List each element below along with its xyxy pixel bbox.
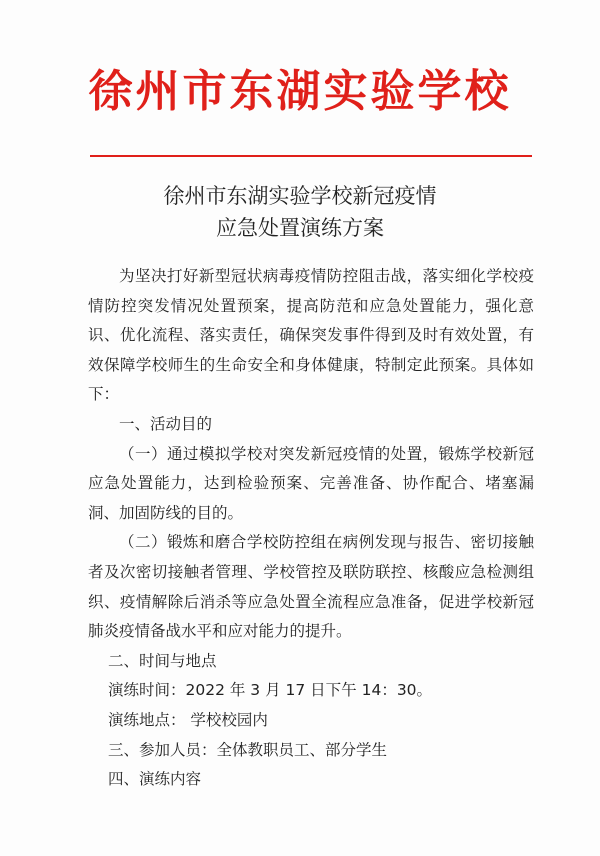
section1-item2: （二）锻炼和磨合学校防控组在病例发现与报告、密切接触者及次密切接触者管理、学校管控及联防联控、核酸应急检测组织、疫情解除后消杀等应急处置全流程应急准备，促进学校新冠肺炎疫情备战水平和应对能力的提升。 bbox=[88, 533, 534, 641]
school-name-header: 徐州市东湖实验学校 bbox=[88, 66, 512, 117]
section1-item1: （一）通过模拟学校对突发新冠疫情的处置，锻炼学校新冠应急处置能力，达到检验预案、完善准备、协作配合、堵塞漏洞、加固防线的目的。 bbox=[88, 444, 534, 522]
intro-paragraph: 为坚决打好新型冠状病毒疫情防控阻击战，落实细化学校疫情防控突发情况处置预案，提高防范和应急处置能力，强化意识、优化流程、落实责任，确保突发事件得到及时有效处置，有效保障学校师生的生命安全和身体健康，特制定此预案。具体如下： bbox=[88, 267, 534, 404]
section4-heading: 四、演练内容 bbox=[108, 770, 202, 789]
document-title-line1: 徐州市东湖实验学校新冠疫情 bbox=[163, 184, 437, 208]
drill-time: 演练时间：2022 年 3 月 17 日下午 14：30。 bbox=[108, 681, 433, 700]
document-title-line2: 应急处置演练方案 bbox=[216, 216, 384, 240]
header-divider bbox=[90, 155, 532, 157]
drill-place: 演练地点： 学校校园内 bbox=[108, 710, 268, 729]
section1-heading: 一、活动目的 bbox=[119, 414, 213, 433]
section3-participants: 三、参加人员：全体教职员工、部分学生 bbox=[108, 740, 388, 759]
section2-heading: 二、时间与地点 bbox=[108, 651, 217, 670]
document-body bbox=[88, 262, 534, 795]
